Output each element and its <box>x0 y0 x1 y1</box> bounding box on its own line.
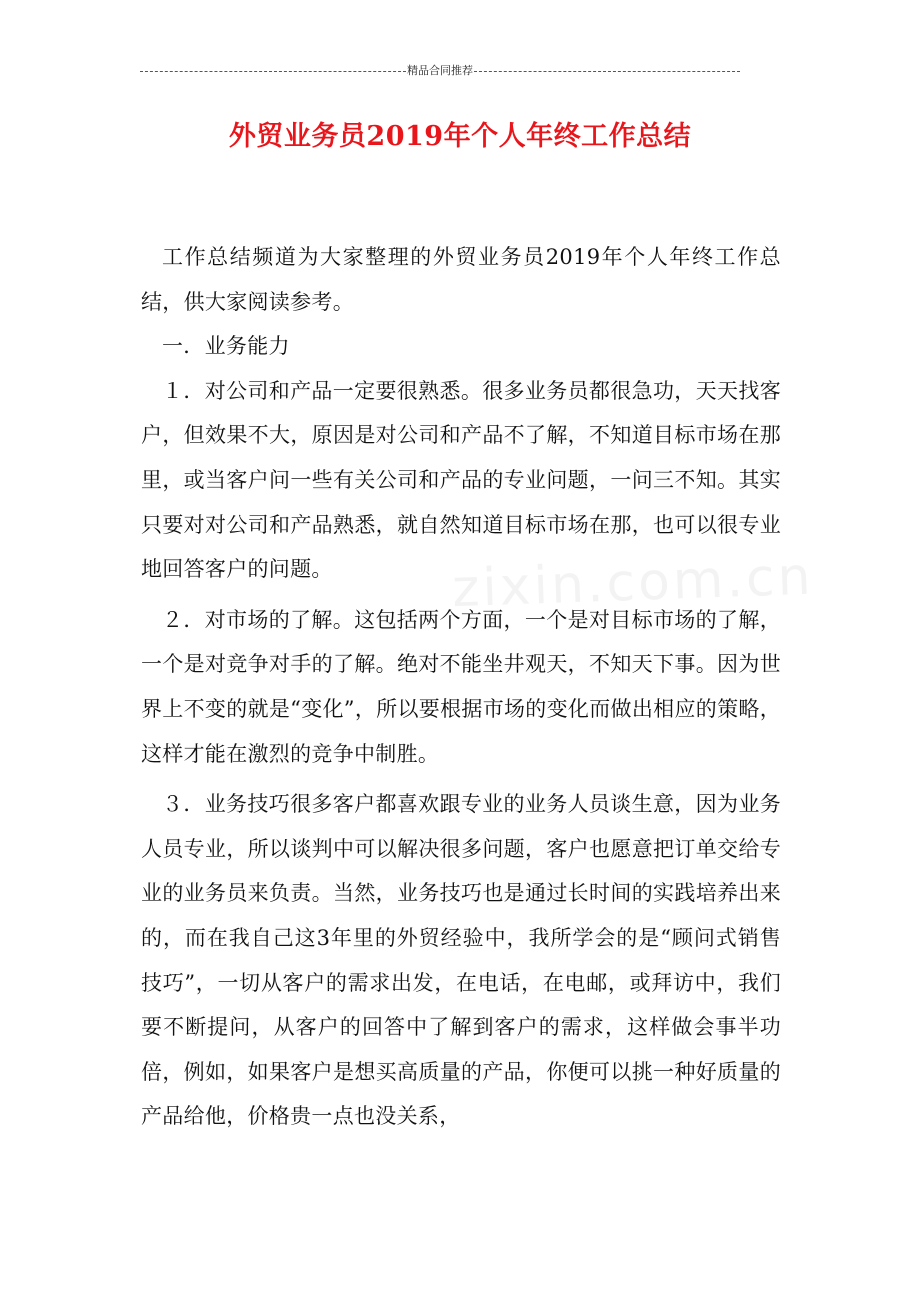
section-heading: 一．业务能力 <box>162 334 290 359</box>
paragraph-intro: 工作总结频道为大家整理的外贸业务员2019年个人年终工作总结，供大家阅读参考。 <box>141 245 781 314</box>
paragraph-1: １．对公司和产品一定要很熟悉。很多业务员都很急功，天天找客户，但效果不大，原因是对公司和产品不了解，不知道目标市场在那里，或当客户问一些有关公司和产品的专业问题，一问三不知。其实只要对对公司和产品熟悉，就自然知道目标市场在那，也可以很专业地回答客户的问题。 <box>141 378 781 582</box>
document-body <box>141 235 781 1139</box>
header-rule <box>140 64 740 78</box>
header-dash-right <box>474 71 740 72</box>
document-title: 外贸业务员2019年个人年终工作总结 <box>228 121 692 152</box>
paragraph-3: ３．业务技巧很多客户都喜欢跟专业的业务人员谈生意，因为业务人员专业，所以谈判中可以解决很多问题，客户也愿意把订单交给专业的业务员来负责。当然，业务技巧也是通过长时间的实践培养出来的，而在我自己这3年里的外贸经验中，我所学会的是“顾问式销售技巧”，一切从客户的需求出发，在电话，在电邮，或拜访中，我们要不断提问，从客户的回答中了解到客户的需求，这样做会事半功倍，例如，如果客户是想买高质量的产品，你便可以挑一种好质量的产品给他，价格贵一点也没关系， <box>141 792 781 1129</box>
paragraph-2: ２．对市场的了解。这包括两个方面，一个是对目标市场的了解，一个是对竞争对手的了解。绝对不能坐井观天，不知天下事。因为世界上不变的就是“变化”，所以要根据市场的变化而做出相应的策略，这样才能在激烈的竞争中制胜。 <box>141 607 781 766</box>
header-label: 精品合同推荐 <box>407 64 473 77</box>
header-dash-left <box>140 71 406 72</box>
